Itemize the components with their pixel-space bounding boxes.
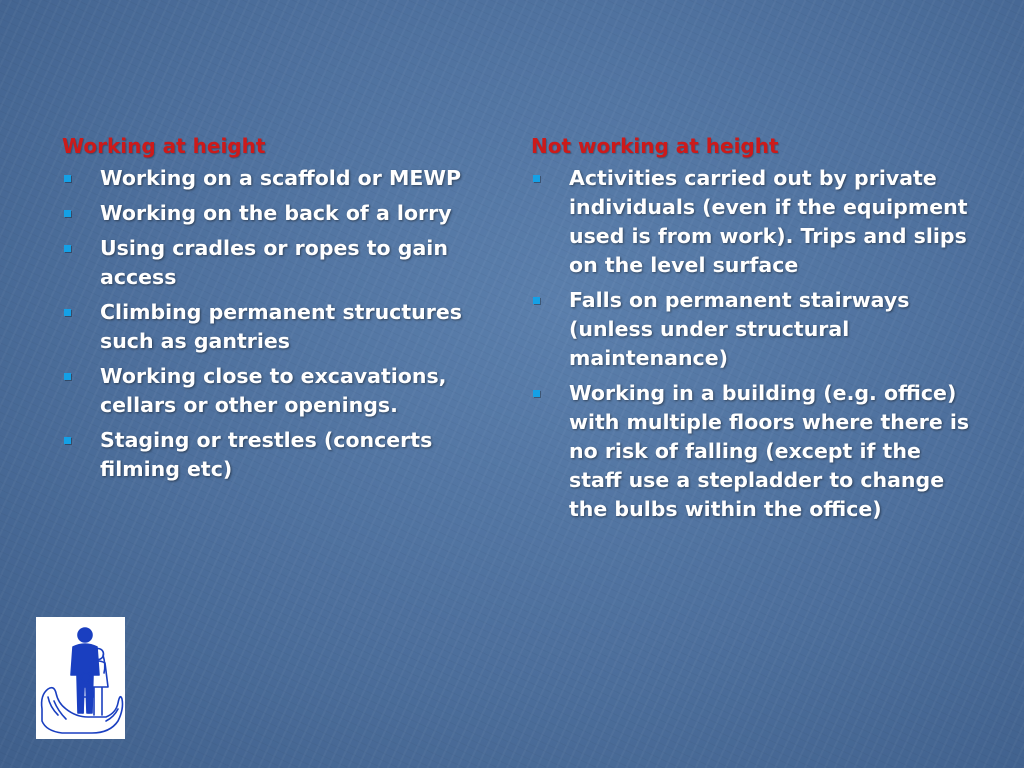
square-bullet-icon (64, 437, 71, 444)
list-item (531, 286, 971, 373)
list-item-text: Staging or trestles (concerts filming etc) (100, 428, 433, 481)
right-column (531, 132, 971, 530)
list-item-text: Working on the back of a lorry (100, 201, 452, 225)
list-item-text: Activities carried out by private individuals (even if the equipment used is from work). Trips and slips on the level surface (569, 166, 968, 277)
list-item-text: Working on a scaffold or MEWP (100, 166, 462, 190)
left-heading: Working at height (62, 134, 266, 158)
list-item-text: Working close to excavations, cellars or other openings. (100, 364, 447, 417)
right-heading: Not working at height (531, 134, 779, 158)
square-bullet-icon (64, 245, 71, 252)
list-item (62, 426, 502, 484)
left-list (62, 164, 502, 484)
list-item (62, 234, 502, 292)
list-item-text: Falls on permanent stairways (unless under structural maintenance) (569, 288, 910, 370)
list-item (62, 164, 502, 193)
family-illustration-icon (36, 617, 125, 739)
family-care-logo (36, 617, 125, 739)
list-item (62, 298, 502, 356)
square-bullet-icon (533, 297, 540, 304)
list-item (531, 164, 971, 280)
square-bullet-icon (64, 373, 71, 380)
list-item-text: Using cradles or ropes to gain access (100, 236, 448, 289)
square-bullet-icon (64, 175, 71, 182)
square-bullet-icon (64, 309, 71, 316)
list-item-text: Climbing permanent structures such as gantries (100, 300, 462, 353)
right-list (531, 164, 971, 524)
square-bullet-icon (533, 175, 540, 182)
square-bullet-icon (64, 210, 71, 217)
list-item (62, 362, 502, 420)
list-item (531, 379, 971, 524)
list-item (62, 199, 502, 228)
square-bullet-icon (533, 390, 540, 397)
left-column (62, 132, 502, 490)
list-item-text: Working in a building (e.g. office) with multiple floors where there is no risk of falling (except if the staff use a stepladder to change the bulbs within the office) (569, 381, 970, 521)
